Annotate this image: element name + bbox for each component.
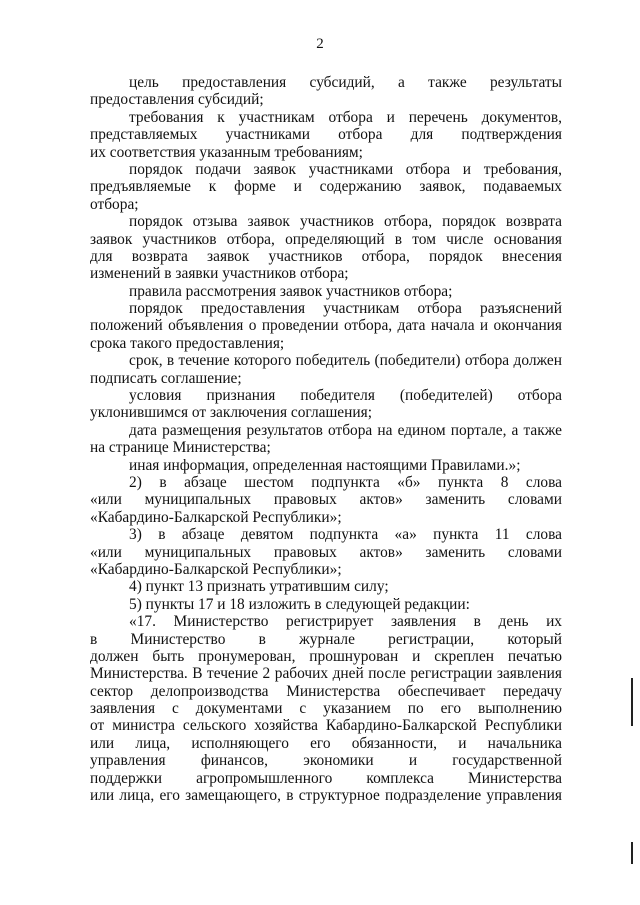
text-line: срок, в течение которого победитель (победители) отбора должен	[129, 352, 562, 370]
text-line: 2) в абзаце шестом подпункта «б» пункта 8 слова	[129, 473, 562, 491]
text-line: представляемых участниками отбора для подтверждения	[90, 126, 562, 144]
text-line: иная информация, определенная настоящими Правилами.»;	[129, 456, 521, 474]
text-line: «или муниципальных правовых актов» заменить словами	[90, 543, 562, 561]
scan-edge-mark	[631, 842, 633, 864]
text-line: или лица, исполняющего его обязанности, и начальника	[90, 734, 562, 752]
text-line: правила рассмотрения заявок участников отбора;	[129, 282, 453, 300]
text-line: дата размещения результатов отбора на едином портале, а также	[129, 421, 562, 439]
text-line: 3) в абзаце девятом подпункта «а» пункта 11 слова	[129, 526, 562, 544]
text-line: заявок участников отбора, определяющий в том числе основания	[90, 230, 562, 248]
text-line: поддержки агропромышленного комплекса Министерства	[90, 769, 562, 787]
text-line: или лица, его замещающего, в структурное подразделение управления	[90, 787, 562, 805]
text-line: требования к участникам отбора и перечень документов,	[129, 108, 562, 126]
text-line: в Министерство в журнале регистрации, который	[90, 630, 562, 648]
text-line: Министерства. В течение 2 рабочих дней после регистрации заявления	[90, 665, 562, 683]
text-line: цель предоставления субсидий, а также результаты	[129, 74, 562, 91]
text-line: их соответствия указанным требованиям;	[90, 143, 363, 161]
text-line: положений объявления о проведении отбора, дата начала и окончания	[90, 317, 562, 335]
text-line: «17. Министерство регистрирует заявления в день их	[129, 613, 562, 631]
text-line: на странице Министерства;	[90, 439, 271, 457]
text-line: 5) пункты 17 и 18 изложить в следующей редакции:	[129, 595, 470, 613]
text-line: отбора;	[90, 195, 139, 213]
text-line: порядок предоставления участникам отбора разъяснений	[129, 300, 562, 318]
text-line: порядок отзыва заявок участников отбора, порядок возврата	[129, 213, 562, 231]
text-line: порядок подачи заявок участниками отбора и требования,	[129, 160, 562, 178]
text-line: условия признания победителя (победителей) отбора	[129, 387, 562, 405]
text-line: 4) пункт 13 признать утратившим силу;	[129, 578, 389, 596]
text-line: «или муниципальных правовых актов» заменить словами	[90, 491, 562, 509]
text-line: предъявляемые к форме и содержанию заявок, подаваемых	[90, 178, 562, 196]
text-line: предоставления субсидий;	[90, 91, 264, 109]
text-line: управления финансов, экономики и государственной	[90, 752, 562, 770]
text-line: для возврата заявок участников отбора, порядок внесения	[90, 247, 562, 265]
scan-edge-mark	[631, 678, 633, 726]
text-line: заявления с документами с указанием по его выполнению	[90, 700, 562, 718]
text-line: «Кабардино-Балкарской Республики»;	[90, 560, 342, 578]
text-line: подписать соглашение;	[90, 369, 242, 387]
page-number: 2	[316, 36, 324, 52]
text-line: должен быть пронумерован, прошнурован и скреплен печатью	[90, 647, 562, 665]
text-line: «Кабардино-Балкарской Республики»;	[90, 508, 342, 526]
text-line: уклонившимся от заключения соглашения;	[90, 404, 372, 422]
text-line: срока такого предоставления;	[90, 334, 285, 352]
text-line: изменений в заявки участников отбора;	[90, 265, 349, 283]
document-body	[90, 74, 562, 804]
text-line: сектор делопроизводства Министерства обеспечивает передачу	[90, 682, 562, 700]
text-line: от министра сельского хозяйства Кабардино-Балкарской Республики	[90, 717, 562, 735]
